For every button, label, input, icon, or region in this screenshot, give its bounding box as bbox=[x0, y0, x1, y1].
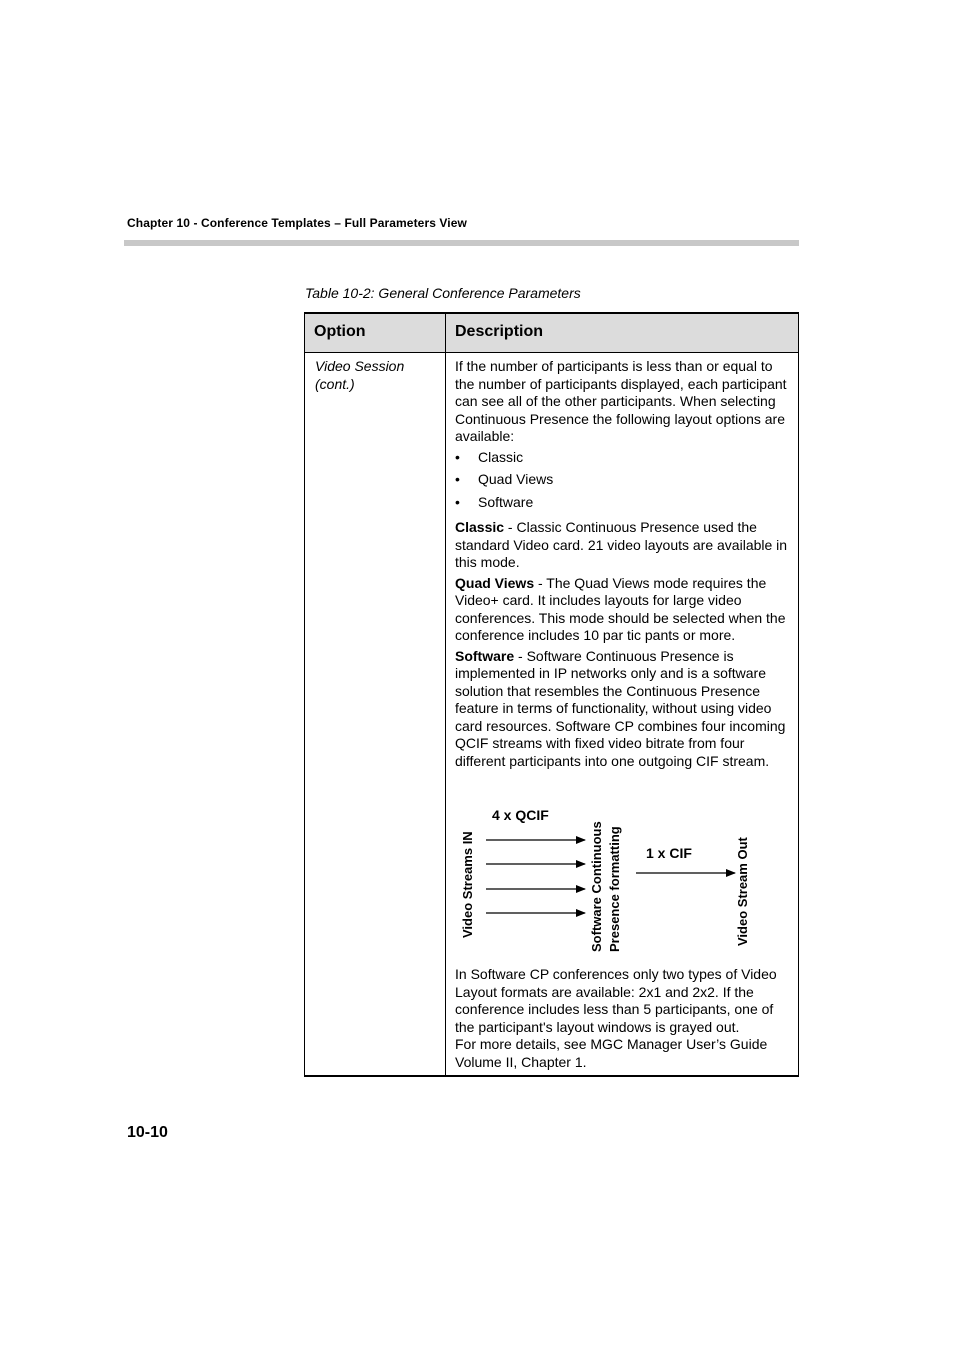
list-item-label: Software bbox=[478, 493, 534, 510]
description-cell bbox=[455, 358, 792, 1070]
software-term: Software bbox=[455, 647, 515, 664]
option-name: Video Session bbox=[315, 358, 405, 374]
list-item bbox=[455, 471, 792, 494]
header-rule bbox=[124, 240, 799, 246]
table-caption: Table 10-2: General Conference Parameters bbox=[305, 285, 581, 301]
input-count-label: 4 x QCIF bbox=[492, 807, 549, 823]
list-item bbox=[455, 449, 792, 472]
classic-paragraph bbox=[455, 519, 792, 572]
column-divider bbox=[445, 314, 446, 1075]
software-text: - Software Continuous Presence is implemented in IP networks only and is a software solution that resembles the Continuous Presence feature in terms of functionality, without using video card resources. Software CP combines four incoming QCIF streams with fixed video bitrate from four different participants into one outgoing CIF stream. bbox=[455, 647, 786, 769]
software-cp-label-line2: Presence formatting bbox=[607, 826, 622, 952]
layout-formats-paragraph: In Software CP conferences only two types of Video Layout formats are available: 2x1 and 2x2. If the conference includes less than 5 participants, one of the participant's layout windows is grayed out. bbox=[455, 966, 777, 1035]
layout-options-list bbox=[455, 449, 792, 517]
closing-notes bbox=[455, 966, 792, 1071]
output-count-label: 1 x CIF bbox=[646, 845, 692, 861]
bullet-glyph: • bbox=[455, 448, 460, 465]
header-description: Description bbox=[455, 323, 544, 340]
video-streams-in-label: Video Streams IN bbox=[460, 831, 475, 938]
classic-term: Classic bbox=[455, 519, 505, 535]
list-item-label: Quad Views bbox=[478, 471, 554, 487]
software-paragraph bbox=[455, 648, 792, 771]
reference-paragraph: For more details, see MGC Manager User’s Guide Volume II, Chapter 1. bbox=[455, 1036, 768, 1070]
list-item-label: Classic bbox=[478, 448, 524, 465]
parameters-table bbox=[304, 312, 799, 1077]
page-number: 10-10 bbox=[127, 1124, 168, 1141]
classic-text: - Classic Continuous Presence used the standard Video card. 21 video layouts are available in this mode. bbox=[455, 519, 788, 570]
software-cp-label-line1: Software Continuous bbox=[589, 821, 604, 952]
quad-text: - The Quad Views mode requires the Video+ card. It includes layouts for large video conferences. This mode should be selected when the conference includes 10 par tic pants or more. bbox=[455, 574, 786, 643]
bullet-glyph: • bbox=[455, 493, 460, 510]
option-cell bbox=[315, 358, 440, 393]
software-cp-diagram bbox=[455, 802, 792, 952]
option-continued: (cont.) bbox=[315, 375, 355, 392]
quad-paragraph bbox=[455, 575, 792, 645]
intro-paragraph: If the number of participants is less than or equal to the number of participants displayed, each participant can see all of the other participants. When selecting Continuous Presence the following layout options are available: bbox=[455, 358, 787, 444]
header-option: Option bbox=[314, 323, 366, 340]
running-head: Chapter 10 - Conference Templates – Full Parameters View bbox=[127, 216, 467, 230]
quad-term: Quad Views bbox=[455, 574, 535, 591]
table-header-row bbox=[305, 314, 798, 353]
bullet-glyph: • bbox=[455, 471, 460, 487]
video-stream-out-label: Video Stream Out bbox=[735, 837, 750, 946]
list-item bbox=[455, 494, 792, 517]
